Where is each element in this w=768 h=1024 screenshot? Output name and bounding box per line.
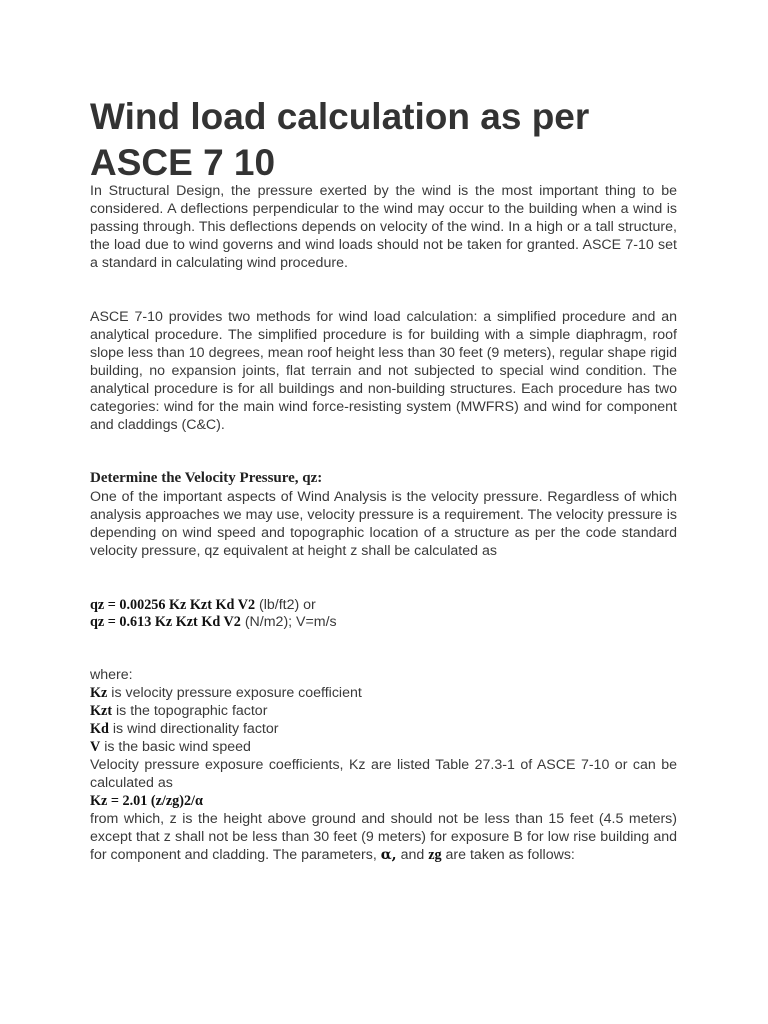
page-title: Wind load calculation as per ASCE 7 10 — [90, 96, 590, 183]
definition-kzt — [90, 702, 267, 720]
definition-term: V — [90, 739, 101, 755]
where-label: where: — [90, 667, 133, 683]
definition-desc: is the topographic factor — [112, 703, 268, 719]
definition-v — [90, 738, 251, 756]
formula-imperial-units: (lb/ft2) or — [255, 597, 316, 613]
final-text-part1: from which, z is the height above ground and should not be less than 15 feet (4.5 meters) except that z shall not be less than 30 feet (9 meters) for exposure B for low rise building and for component and cladding. The parameters, — [90, 811, 677, 863]
zg-symbol: zg — [428, 847, 442, 863]
kz-formula — [90, 792, 203, 810]
definition-term: Kzt — [90, 703, 113, 719]
definition-term: Kz — [90, 685, 108, 701]
alpha-symbol: α, — [380, 847, 397, 863]
formula-metric-expression: qz = 0.613 Kz Kzt Kd V2 — [90, 614, 241, 630]
definition-desc: is velocity pressure exposure coefficient — [107, 685, 362, 701]
kz-paragraph: Velocity pressure exposure coefficients, Kz are listed Table 27.3-1 of ASCE 7-10 or can be calculated as — [90, 757, 677, 791]
formula-imperial-expression: qz = 0.00256 Kz Kzt Kd V2 — [90, 597, 256, 613]
final-paragraph — [90, 810, 677, 864]
velocity-pressure-heading: Determine the Velocity Pressure, qz: — [90, 470, 323, 486]
methods-paragraph: ASCE 7-10 provides two methods for wind load calculation: a simplified procedure and an analytical procedure. The simplified procedure is for building with a simple diaphragm, roof slope less than 10 degrees, mean roof height less than 30 feet (9 meters), regular shape rigid building, no expansion joints, flat terrain and not subjected to special wind condition. The analytical procedure is for all buildings and non-building structures. Each procedure has two categories: wind for the main wind force-resisting system (MWFRS) and wind for component and claddings (C&C). — [90, 309, 677, 433]
formula-imperial — [90, 596, 316, 614]
definition-desc: is the basic wind speed — [100, 739, 251, 755]
final-text-part2: and — [396, 847, 429, 863]
velocity-pressure-paragraph: One of the important aspects of Wind Analysis is the velocity pressure. Regardless of which analysis approaches we may use, velocity pressure is a requirement. The velocity pressure is depending on wind speed and topographic location of a structure as per the code standard velocity pressure, qz equivalent at height z shall be calculated as — [90, 489, 677, 559]
formula-metric — [90, 613, 337, 631]
definition-term: Kd — [90, 721, 109, 737]
definition-kd — [90, 720, 278, 738]
final-text-part3: are taken as follows: — [441, 847, 575, 863]
formula-metric-units: (N/m2); V=m/s — [240, 614, 337, 630]
definition-kz — [90, 684, 362, 702]
kz-formula-expression: Kz = 2.01 (z/zg)2/α — [90, 793, 203, 809]
definition-desc: is wind directionality factor — [108, 721, 279, 737]
intro-paragraph: In Structural Design, the pressure exerted by the wind is the most important thing to be considered. A deflections perpendicular to the wind may occur to the building when a wind is passing through. This deflections depends on velocity of the wind. In a high or a tall structure, the load due to wind governs and wind loads should not be taken for granted. ASCE 7-10 set a standard in calculating wind procedure. — [90, 183, 677, 271]
